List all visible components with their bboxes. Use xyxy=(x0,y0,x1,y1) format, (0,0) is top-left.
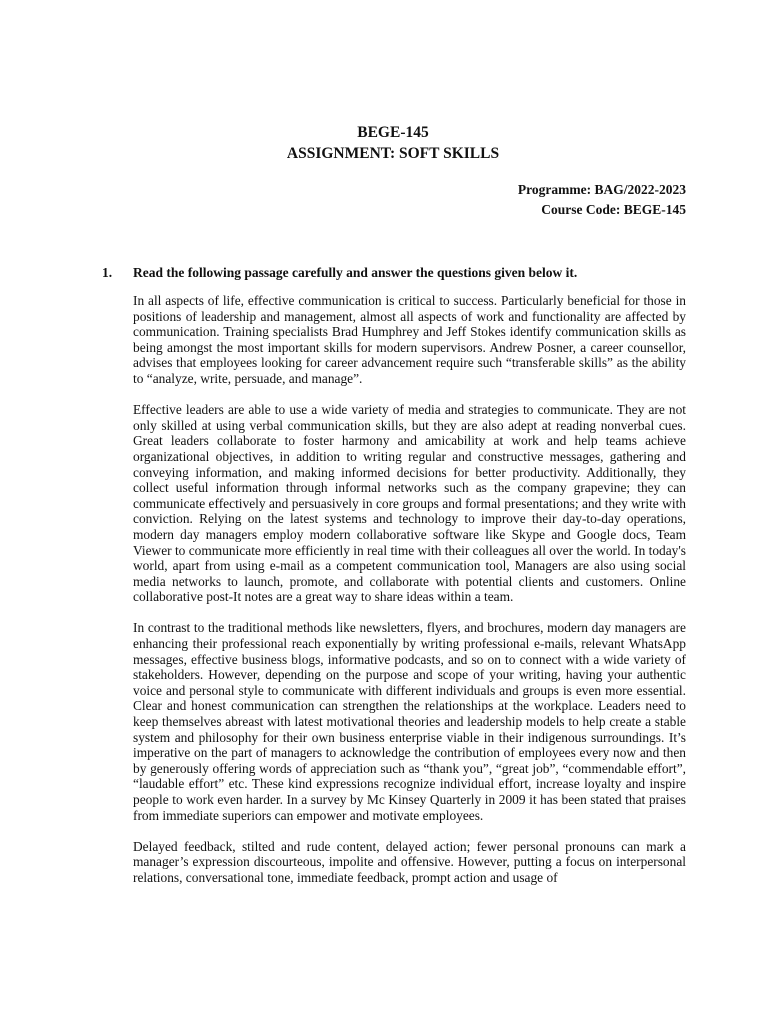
passage xyxy=(133,293,686,901)
assignment-title: ASSIGNMENT: SOFT SKILLS xyxy=(286,145,500,162)
passage-paragraph-4: Delayed feedback, stilted and rude content, delayed action; fewer personal pronouns can mark a manager’s expression discourteous, impolite and offensive. However, putting a focus on interpersonal relations, conversational tone, immediate feedback, prompt action and usage of xyxy=(133,838,686,885)
passage-paragraph-3: In contrast to the traditional methods like newsletters, flyers, and brochures, modern day managers are enhancing their professional reach exponentially by writing professional e-mails, relevant WhatsApp messages, effective business blogs, informative podcasts, and so on to connect with a wide variety of stakeholders. However, depending on the purpose and scope of your writing, having your authentic voice and personal style to communicate with different individuals and groups is even more essential. Clear and honest communication can strengthen the relationships at the workplace. Leaders need to keep themselves abreast with latest motivational theories and leadership models to help create a stable system and philosophy for their own business enterprise viable in their indigenous surroundings. It’s imperative on the part of managers to acknowledge the contribution of employees every now and then by generously offering words of appreciation such as “thank you”, “great job”, “commendable effort”, “laudable effort” etc. These kind expressions recognize individual effort, increase loyalty and inspire people to work even harder. In a survey by Mc Kinsey Quarterly in 2009 it has been stated that praises from immediate superiors can empower and motivate employees. xyxy=(133,620,686,823)
course-code-heading: BEGE-145 xyxy=(357,124,429,141)
question-number: 1. xyxy=(102,265,113,280)
passage-paragraph-2: Effective leaders are able to use a wide variety of media and strategies to communicate. They are not only skilled at using verbal communication skills, but they are also adept at reading nonverbal cues. Great leaders collaborate to foster harmony and amicability at work and help teams achieve organizational objectives, in addition to writing regular and constructive messages, gathering and conveying information, and making informed decisions for better productivity. Additionally, they collect useful information through informal networks such as the company grapevine; they can communicate effectively and persuasively in core groups and formal presentations; and they write with conviction. Relying on the latest systems and technology to improve their day-to-day operations, modern day managers employ modern collaborative software like Skype and Google docs, Team Viewer to communicate more efficiently in real time with their colleagues all over the world. In today's world, apart from using e-mail as a competent communication tool, Managers are also using social media networks to launch, promote, and collaborate with potential clients and customers. Online collaborative post-It notes are a great way to share ideas within a team. xyxy=(133,402,686,605)
title-block xyxy=(0,122,768,164)
passage-paragraph-1: In all aspects of life, effective communication is critical to success. Particularly beneficial for those in positions of leadership and management, almost all aspects of work and functionality are affected by communication. Training specialists Brad Humphrey and Jeff Stokes identify communication skills as being amongst the most important skills for modern supervisors. Andrew Posner, a career counsellor, advises that employees looking for career advancement require such “transferable skills” as the ability to “analyze, write, persuade, and manage”. xyxy=(133,293,686,386)
question-text: Read the following passage carefully and answer the questions given below it. xyxy=(133,265,578,280)
question-1 xyxy=(102,264,692,281)
course-meta xyxy=(518,180,686,220)
course-code-label: Course Code: BEGE-145 xyxy=(541,202,686,217)
programme-label: Programme: BAG/2022-2023 xyxy=(517,182,686,197)
